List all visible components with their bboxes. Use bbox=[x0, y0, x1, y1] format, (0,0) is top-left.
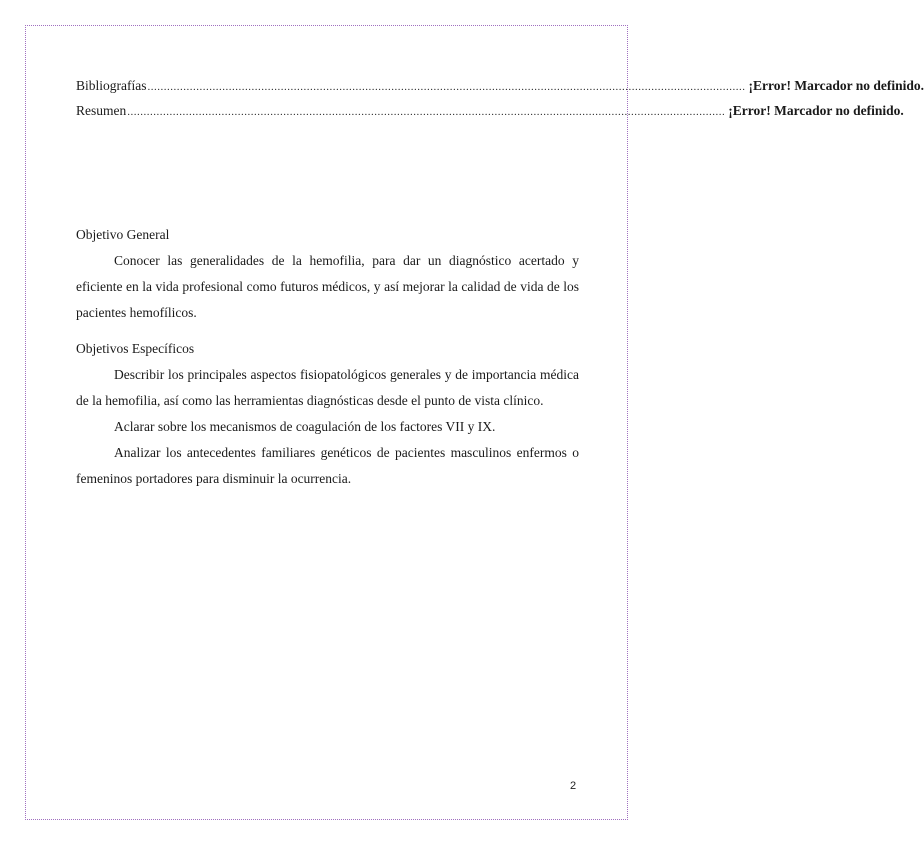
spacer bbox=[76, 326, 579, 336]
toc-entry-resumen[interactable] bbox=[76, 99, 904, 124]
document-body bbox=[76, 74, 924, 492]
paragraph: Analizar los antecedentes familiares genéticos de pacientes masculinos enfermos o femeninos portadores para disminuir la ocurrencia. bbox=[76, 445, 579, 486]
heading-objetivos-especificos: Objetivos Específicos bbox=[76, 341, 195, 356]
toc-label: Resumen bbox=[76, 103, 127, 118]
paragraph: Describir los principales aspectos fisiopatológicos generales y de importancia médica de la hemofilia, así como las herramientas diagnósticas desde el punto de vista clínico. bbox=[76, 367, 579, 408]
spacer bbox=[76, 124, 579, 222]
toc-page-ref: ¡Error! Marcador no definido. bbox=[748, 78, 924, 93]
paragraph: Aclarar sobre los mecanismos de coagulación de los factores VII y IX. bbox=[114, 419, 496, 434]
paragraph: Conocer las generalidades de la hemofilia, para dar un diagnóstico acertado y eficiente en la vida profesional como futuros médicos, y así mejorar la calidad de vida de los pacientes hemofílicos. bbox=[76, 253, 579, 320]
toc-label: Bibliografías bbox=[76, 78, 147, 93]
toc-dot-leader: ........................................................................................................................................................................................ bbox=[127, 106, 726, 118]
toc-dot-leader: ........................................................................................................................................................................................ bbox=[147, 81, 746, 93]
toc-entry-bibliografias[interactable] bbox=[76, 74, 924, 99]
heading-objetivo-general: Objetivo General bbox=[76, 227, 170, 242]
toc-page-ref: ¡Error! Marcador no definido. bbox=[728, 103, 904, 118]
page-number: 2 bbox=[570, 780, 577, 792]
